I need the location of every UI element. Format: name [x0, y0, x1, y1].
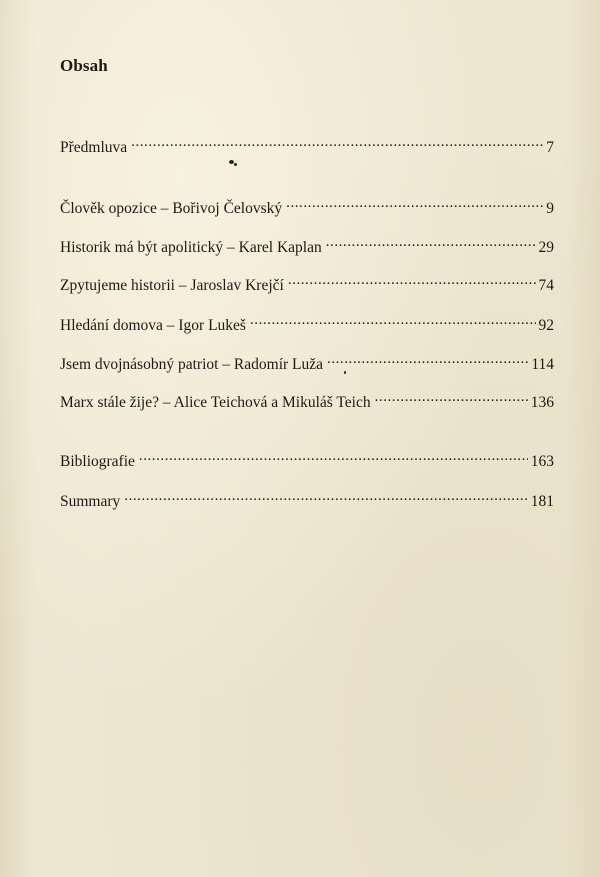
toc-entry-teich [60, 387, 554, 411]
toc-entry-lukes [60, 310, 554, 334]
toc-entry-page: 29 [538, 239, 554, 256]
toc-entry-page: 7 [546, 139, 554, 156]
dot-leader [250, 310, 536, 330]
dot-leader [286, 193, 543, 213]
toc-entry-krejci [60, 270, 554, 294]
dot-leader [131, 132, 543, 152]
dot-leader [375, 387, 528, 407]
toc-entry-page: 136 [530, 394, 554, 411]
ink-speck [234, 163, 237, 166]
toc-entry-page: 163 [530, 453, 554, 470]
dot-leader [124, 486, 527, 506]
toc-entry-bibliografie [60, 446, 554, 470]
toc-entry-predmluva [60, 132, 554, 156]
dot-leader [326, 232, 536, 252]
ink-speck [344, 371, 346, 374]
toc-entry-kaplan [60, 232, 554, 256]
toc-entry-title: Jsem dvojnásobný patriot – Radomír Luža [60, 356, 324, 373]
contents-heading: Obsah [60, 56, 108, 75]
toc-entry-title: Zpytujeme historii – Jaroslav Krejčí [60, 277, 284, 294]
toc-entry-page: 74 [538, 277, 554, 294]
toc-entry-title: Historik má být apolitický – Karel Kaplan [60, 239, 322, 256]
toc-entry-page: 181 [530, 493, 554, 510]
toc-entry-celovsky [60, 193, 554, 217]
toc-entry-page: 114 [531, 356, 554, 373]
toc-entry-summary [60, 486, 554, 510]
dot-leader [139, 446, 528, 466]
toc-entry-page: 92 [538, 317, 554, 334]
toc-entry-title: Hledání domova – Igor Lukeš [60, 317, 246, 334]
toc-entry-title: Člověk opozice – Bořivoj Čelovský [60, 200, 283, 217]
toc-entry-title: Bibliografie [60, 453, 135, 470]
dot-leader [288, 270, 536, 290]
toc-entry-luza [60, 349, 554, 373]
toc-entry-title: Summary [60, 493, 121, 510]
toc-entry-title: Marx stále žije? – Alice Teichová a Mikuláš Teich [60, 394, 371, 411]
toc-entry-title: Předmluva [60, 139, 128, 156]
dot-leader [327, 349, 528, 369]
toc-entry-page: 9 [546, 200, 554, 217]
